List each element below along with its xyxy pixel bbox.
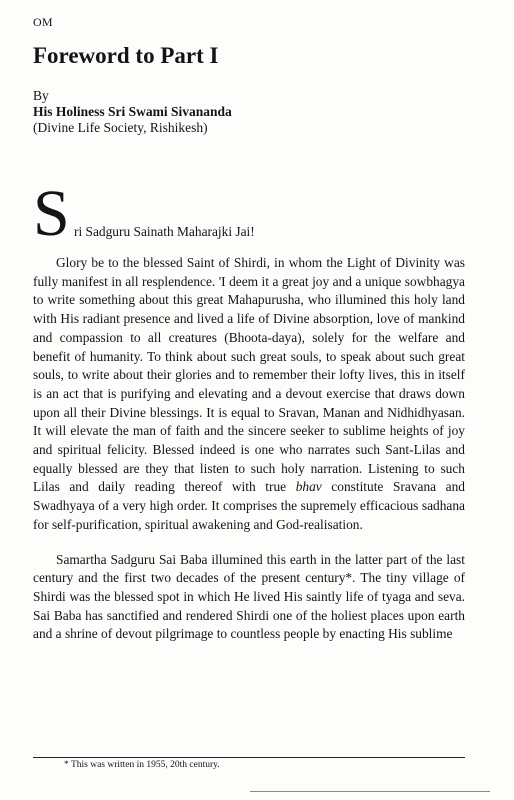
opening-line	[33, 177, 465, 250]
footnote-rule	[33, 757, 465, 758]
drop-cap: S	[33, 177, 70, 250]
byline-author: His Holiness Sri Swami Sivananda	[33, 104, 232, 119]
paragraph-1-text-a: Glory be to the blessed Saint of Shirdi, in whom the Light of Divinity was fully manifest in all resplendence. 'I deem it a great joy and a unique sowbhagya to write something about this great Mahapurusha, who illumined this holy land with His radiant presence and lived a life of Divine absorption, love of mankind and compassion to all creatures (Bhoota-daya), solely for the welfare and benefit of humanity. To think about such great souls, to speak about such great souls, to write about their glories and to remember their lofty lives, this in itself is an act that is purifying and elevating and a devout exercise that draws down upon all their Divine blessings. It is equal to Sravan, Manan and Nidhidhyasan. It will elevate the man of faith and the sincere seeker to sublime heights of joy and spiritual felicity. Blessed indeed is one who narrates such Sant-Lilas and equally blessed are they that listen to such holy narration. Listening to such Lilas and daily reading thereof with true	[33, 255, 465, 495]
footnote: * This was written in 1955, 20th century.	[64, 760, 220, 770]
paragraph-1-text-b: constitute Sravana and Swadhyaya of a very high order. It comprises the supremely efficacious sadhana for self-purification, spiritual awakening and God-realisation.	[33, 479, 466, 532]
running-head: OM	[33, 15, 53, 29]
paragraph-1	[33, 254, 465, 535]
page-edge-line	[250, 791, 490, 792]
paragraph-1-italic: bhav	[295, 479, 322, 495]
byline-by: By	[33, 88, 49, 103]
paragraph-2: Samartha Sadguru Sai Baba illumined this earth in the latter part of the last century and the first two decades of the present century*. The tiny village of Shirdi was the blessed spot in which He lived His saintly life of tyaga and seva. Sai Baba has sanctified and rendered Shirdi one of the holiest places upon earth and a shrine of devout pilgrimage to countless people by enacting His sublime	[33, 551, 465, 642]
body-text	[33, 177, 466, 644]
byline	[33, 88, 232, 136]
opening-text: ri Sadguru Sainath Maharajki Jai!	[74, 224, 255, 239]
byline-affiliation: (Divine Life Society, Rishikesh)	[33, 120, 208, 135]
page-title: Foreword to Part I	[33, 43, 219, 68]
